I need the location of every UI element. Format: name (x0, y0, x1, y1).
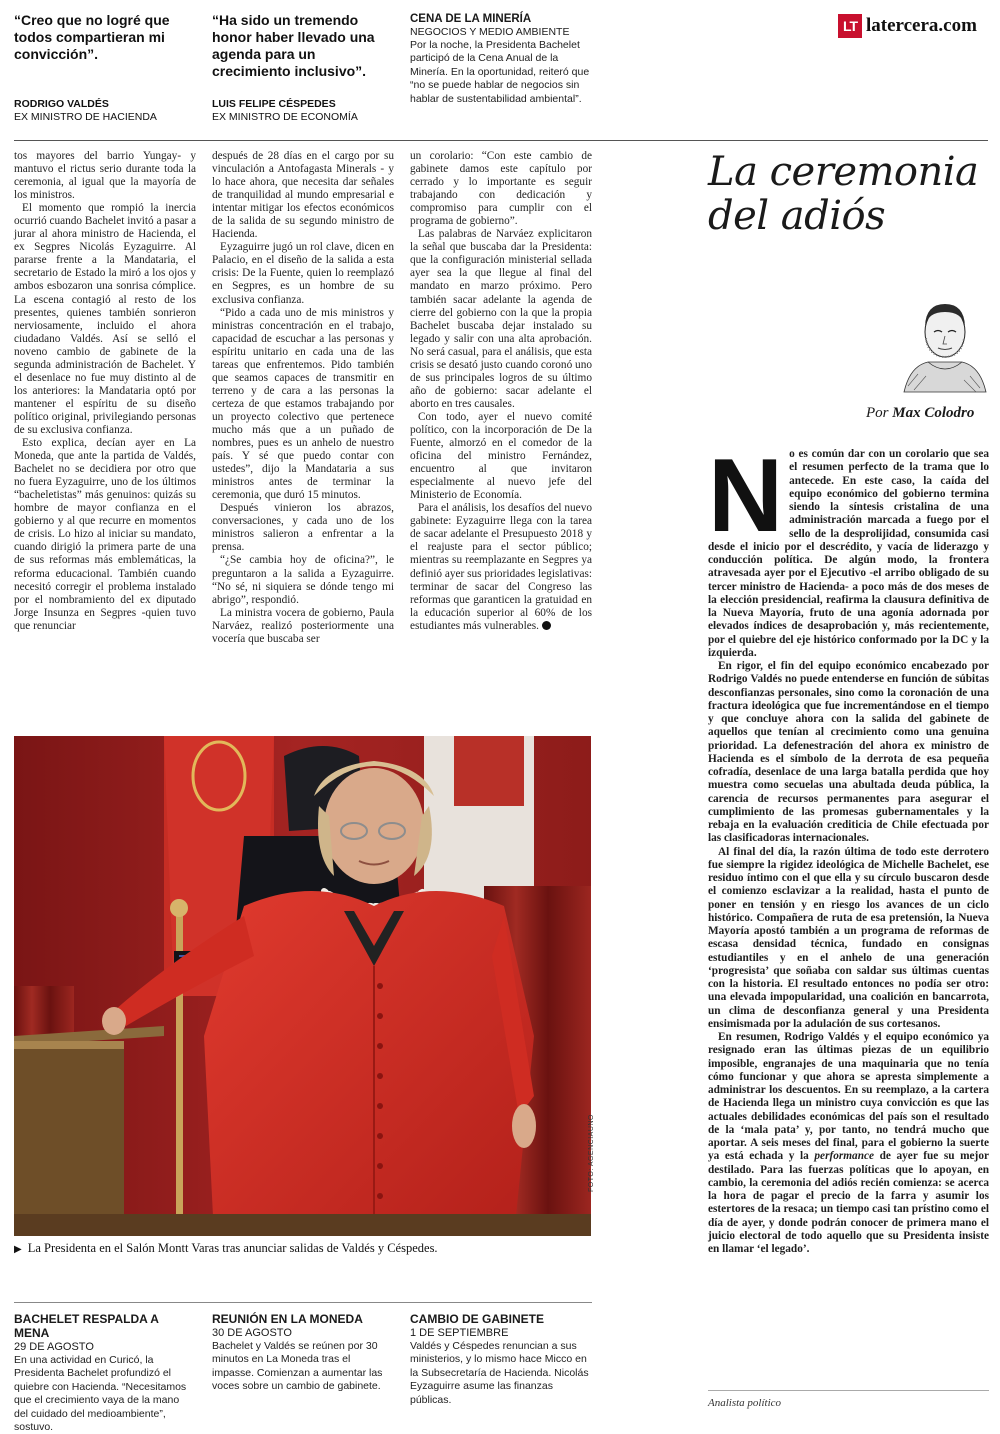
article-column-1 (14, 150, 196, 633)
timeline-item (212, 1312, 392, 1394)
paragraph: El momento que rompió la inercia ocurrió cuando Bachelet invitó a pasar a jurar al ahora ministro de Hacienda, el ex Segpres Nicolás Eyzaguirre. Al pararse frente a la Mandataria, el secretario de Estado la miró a los ojos y ambos esbozaron una sonrisa cómplice. La escena contagió al resto de los presentes, quienes también sonrieron nerviosamente, incluido el ahora ciudadano Valdés. Así se selló el noveno cambio de gabinete de la segunda administración de Bachelet. Y el desenlace no fue muy distinto al de los anteriores: la Mandataria optó por mantener el espíritu de su diseño político original, privilegiando personas de su exclusiva confianza. (14, 202, 196, 436)
photo-caption-row (14, 1241, 594, 1257)
quote-valdes (14, 12, 189, 124)
quote-author-role: EX MINISTRO DE ECONOMÍA (212, 111, 358, 123)
paragraph: Eyzaguirre jugó un rol clave, dicen en Palacio, en el diseño de la salida a esta crisis: De la Fuente, quien lo reemplazó en Segpres, es un hombre de su exclusiva confianza. (212, 241, 394, 306)
timeline-heading: BACHELET RESPALDA A MENA (14, 1312, 159, 1340)
timeline-body: En una actividad en Curicó, la Presidenta Bachelet profundizó el quiebre con Hacienda. “Necesitamos que el crecimiento vaya de la mano del cuidado del medioambiente”, sostuvo. (14, 1354, 187, 1434)
paragraph: Esto explica, decían ayer en La Moneda, que ante la partida de Valdés, Bachelet no se decidiera por otro que no fuera Eyzaguirre, uno de los últimos “bacheletistas” más genuinos: quizás su hombre de mayor confianza en el gobierno y al que recurre en momentos de crisis. Lo hizo al iniciar su mandato, cuando dirigió la primera parte de una de sus reformas más emblemáticas, la reforma educacional. También cuando necesitó corregir el problema instalado por el nombramiento del ex diputado Jorge Insunza en Segpres -quien tuvo que renunciar (14, 437, 196, 632)
author-title: Analista político (708, 1397, 782, 1409)
author-byline (866, 405, 974, 422)
quote-text: “Ha sido un tremendo honor haber llevado una agenda para un crecimiento inclusivo”. (212, 12, 375, 79)
timeline-date: 1 DE SEPTIEMBRE (410, 1327, 509, 1339)
paragraph: En rigor, el fin del equipo económico encabezado por Rodrigo Valdés no puede entenderse en función de súbitas desconfianzas personales, sino como la coronación de una fractura ideológica que fue incrementándose en el tiempo y que concluye ahora con la salida del gabinete de aquellos que tenían al crecimiento como una genuina prioridad. La defenestración del ahora ex ministro de Hacienda es el símbolo de la derrota de esa pequeña cofradía, desenlace de una larga batalla perdida que hoy muestra como secuelas una abultada deuda pública, la carencia de recursos permanentes para asegurar el cumplimiento de las promesas gubernamentales y la rebaja en la evaluación crediticia de Chile efectuada por las clasificadoras internacionales. (708, 660, 989, 845)
paragraph: o es común dar con un corolario que sea el resumen perfecto de la trama que lo antecede. En este caso, la caída del equipo económico del gobierno termina siendo la síntesis cristalina de una administración marcada a fuego por el sello de la desprolijidad, consumida casi desde el inicio por el descrédito, y vacía de liderazgo y conducción política. De algún modo, la frontera atravesada ayer por el Ejecutivo -el arribo obligado de su tercer ministro de Hacienda- a poco más de dos meses de la elección presidencial, reafirma la clausura definitiva de la Nueva Mayoría, fruto de una agonía adornada por elevados índices de desaprobación y, más recientemente, por el quiebre del eje histórico conformado por la DC y la izquierda. (708, 448, 989, 659)
emphasis: performance (814, 1150, 875, 1163)
paragraph: En resumen, Rodrigo Valdés y el equipo económico ya resignado eran las últimas piezas de un equilibrio imposible, engranajes de una maquinaria que no tenía cómo funcionar y que ahora se apresta simplemente a administrar los descuentos. En su reemplazo, a la cartera de Hacienda llega un ministro cuya convicción es que las actuales debilidades económicas del país son el resultado de la ‘mala pata’ y, por tanto, no tendrá mucho que aportar. A seis meses del final, para el gobierno la suerte ya está echada y la (708, 1031, 989, 1163)
top-divider (14, 140, 988, 141)
article-column-3 (410, 150, 592, 633)
timeline-item (410, 1312, 592, 1407)
paragraph: Al final del día, la razón última de todo este derrotero fue siempre la rigidez ideológica de Michelle Bachelet, ese residuo íntimo con el que ella y su círculo buscaron desde el comienzo esclavizar a la realidad, hasta el punto de poner en tensión y en riesgo los avances de un ciclo histórico. Compañera de ruta de esa pretensión, la Nueva Mayoría apostó también a un programa de reformas de escasa densidad técnica, fundado en consignas estudiantiles y en el anhelo de una generación ‘progresista’ que soñaba con saldar sus últimas cuentas con la historia. El resultado entonces no podía ser otro: una elevada impopularidad, una coalición en bancarrota, un clima de desconfianza general y una Presidenta ensimismada por la adulación de sus cortesanos. (708, 845, 989, 1030)
quote-author-name: LUIS FELIPE CÉSPEDES (212, 98, 336, 110)
paragraph: Con todo, ayer el nuevo comité político, con la incorporación de De la Fuente, almorzó en el comedor de la oficina del ministro Fernández, encuentro al que invitaron especialmente al nuevo jefe del Ministerio de Economía. (410, 410, 592, 502)
quote-author-role: EX MINISTRO DE HACIENDA (14, 111, 157, 123)
timeline-date: 30 DE AGOSTO (212, 1327, 292, 1339)
photo-credit: FOTO: AGENCIAUNO (588, 1114, 595, 1192)
timeline-body: Valdés y Céspedes renuncian a sus ministerios, y lo mismo hace Micco en la Subsecretaría de Hacienda. Nicolás Eyzaguirre asume las finanzas públicas. (410, 1340, 589, 1406)
news-photo (14, 736, 591, 1236)
paragraph: La ministra vocera de gobierno, Paula Narváez, realizó posteriormente una vocería que buscaba ser (212, 606, 394, 645)
opinion-headline: La ceremonia del adiós (708, 149, 979, 239)
article-column-2 (212, 150, 394, 646)
timeline-body: Bachelet y Valdés se reúnen por 30 minutos en La Moneda tras el impasse. Comienzan a aumentar las voces sobre un cambio de gabinete. (212, 1340, 383, 1393)
paragraph: Las palabras de Narváez explicitaron la señal que buscaba dar la Presidenta: que la configuración ministerial sellada ayer sea la que llegue al final del mandato en marzo próximo. Pero también sacar adelante la agenda de cierre del gobierno con la que la propia Bachelet buscaba dejar instalado su legado y salir con una alta aprobación. No será casual, para el análisis, que esta crisis se desató justo cuando coronó uno de sus principales logros de su último año de gobierno: sacar adelante el aborto en tres causales. (410, 228, 592, 410)
author-portrait (904, 296, 986, 392)
quote-text: “Creo que no logré que todos compartieran mi convicción”. (14, 12, 170, 62)
timeline-divider (14, 1302, 592, 1303)
quote-author-name: RODRIGO VALDÉS (14, 98, 109, 110)
event-mineria (410, 12, 592, 106)
opinion-body (708, 438, 989, 1256)
byline-prefix: Por (866, 405, 889, 421)
timeline-heading: CAMBIO DE GABINETE (410, 1312, 545, 1326)
author-name: Max Colodro (892, 405, 975, 421)
paragraph: tos mayores del barrio Yungay- y mantuvo el rictus serio durante toda la ceremonia, al igual que la mayoría de los ministros. (14, 150, 196, 202)
logo-site-name: latercera.com (866, 15, 977, 36)
timeline-heading: REUNIÓN EN LA MONEDA (212, 1312, 363, 1326)
end-mark-icon (542, 621, 551, 630)
timeline-item (14, 1312, 194, 1434)
quote-cespedes (212, 12, 392, 124)
paragraph: “Pido a cada uno de mis ministros y ministras concentración en el trabajo, capacidad de escuchar a las personas y espíritu unitario en cada una de las tareas que enfrentemos. Pido también que seamos capaces de transmitir en terreno y de cara a las personas la certeza de que estamos trabajando por un proyecto colectivo que pertenece mucho más que a un puñado de nombres, pues es un anhelo de nuestro país. Y sé que puedo contar con ustedes”, dijo la Mandataria a sus ministros antes de terminar la ceremonia, que duró 15 minutos. (212, 306, 394, 502)
site-logo[interactable] (838, 14, 977, 38)
paragraph: de ayer fue su mejor destilado. Para las fuerzas políticas que lo apoyan, en cambio, la ceremonia del adiós recién comienza: se acerca la hora de pagar el precio de la farra y asumir los estertores de la resaca; un tiempo casi tan prístino como el día de ayer, y donde podrán conocer de primera mano el juicio electoral de todo aquello que su Presidenta insiste en llamar ‘el legado’. (708, 1150, 989, 1255)
timeline-date: 29 DE AGOSTO (14, 1341, 94, 1353)
signoff-divider (708, 1390, 989, 1391)
event-body: Por la noche, la Presidenta Bachelet participó de la Cena Anual de la Minería. En la oportunidad, reiteró que “no se puede hablar de negocios sin hablar de sustentabilidad ambiental”. (410, 39, 590, 105)
paragraph: Para el análisis, los desafíos del nuevo gabinete: Eyzaguirre llega con la tarea de sacar adelante el Presupuesto 2018 y el reajuste para el sector público; mientras su reemplazante en Segpres ya definió ayer sus prioridades legislativas: terminar de sacar del Congreso las reformas que garanticen la gratuidad en la educación superior al 60% de los estudiantes más vulnerables. (410, 502, 592, 632)
paragraph: “¿Se cambia hoy de oficina?”, le preguntaron a la salida a Eyzaguirre. “No sé, ni siquiera se dónde tengo mi abrigo”, respondió. (212, 554, 394, 606)
logo-badge: LT (838, 14, 862, 38)
dropcap: N (708, 438, 784, 554)
paragraph: después de 28 días en el cargo por su vinculación a Antofagasta Minerals - y lo hace ahora, que necesita dar señales de tranquilidad al mundo empresarial e intentar mitigar los efectos económicos de la salida de su segundo ministro de Hacienda. (212, 150, 394, 241)
triangle-right-icon: ▶ (14, 1244, 22, 1255)
paragraph: un corolario: “Con este cambio de gabinete damos este capítulo por cerrado y lo importante es seguir trabajando con dedicación y compromiso para cumplir con el programa de gobierno”. (410, 150, 592, 228)
paragraph: Después vinieron los abrazos, conversaciones, y cada uno de los ministros salieron a enfrentar a la prensa. (212, 502, 394, 554)
event-subheading: NEGOCIOS Y MEDIO AMBIENTE (410, 26, 570, 38)
event-heading: CENA DE LA MINERÍA (410, 13, 532, 25)
photo-caption: La Presidenta en el Salón Montt Varas tras anunciar salidas de Valdés y Céspedes. (27, 1241, 438, 1255)
